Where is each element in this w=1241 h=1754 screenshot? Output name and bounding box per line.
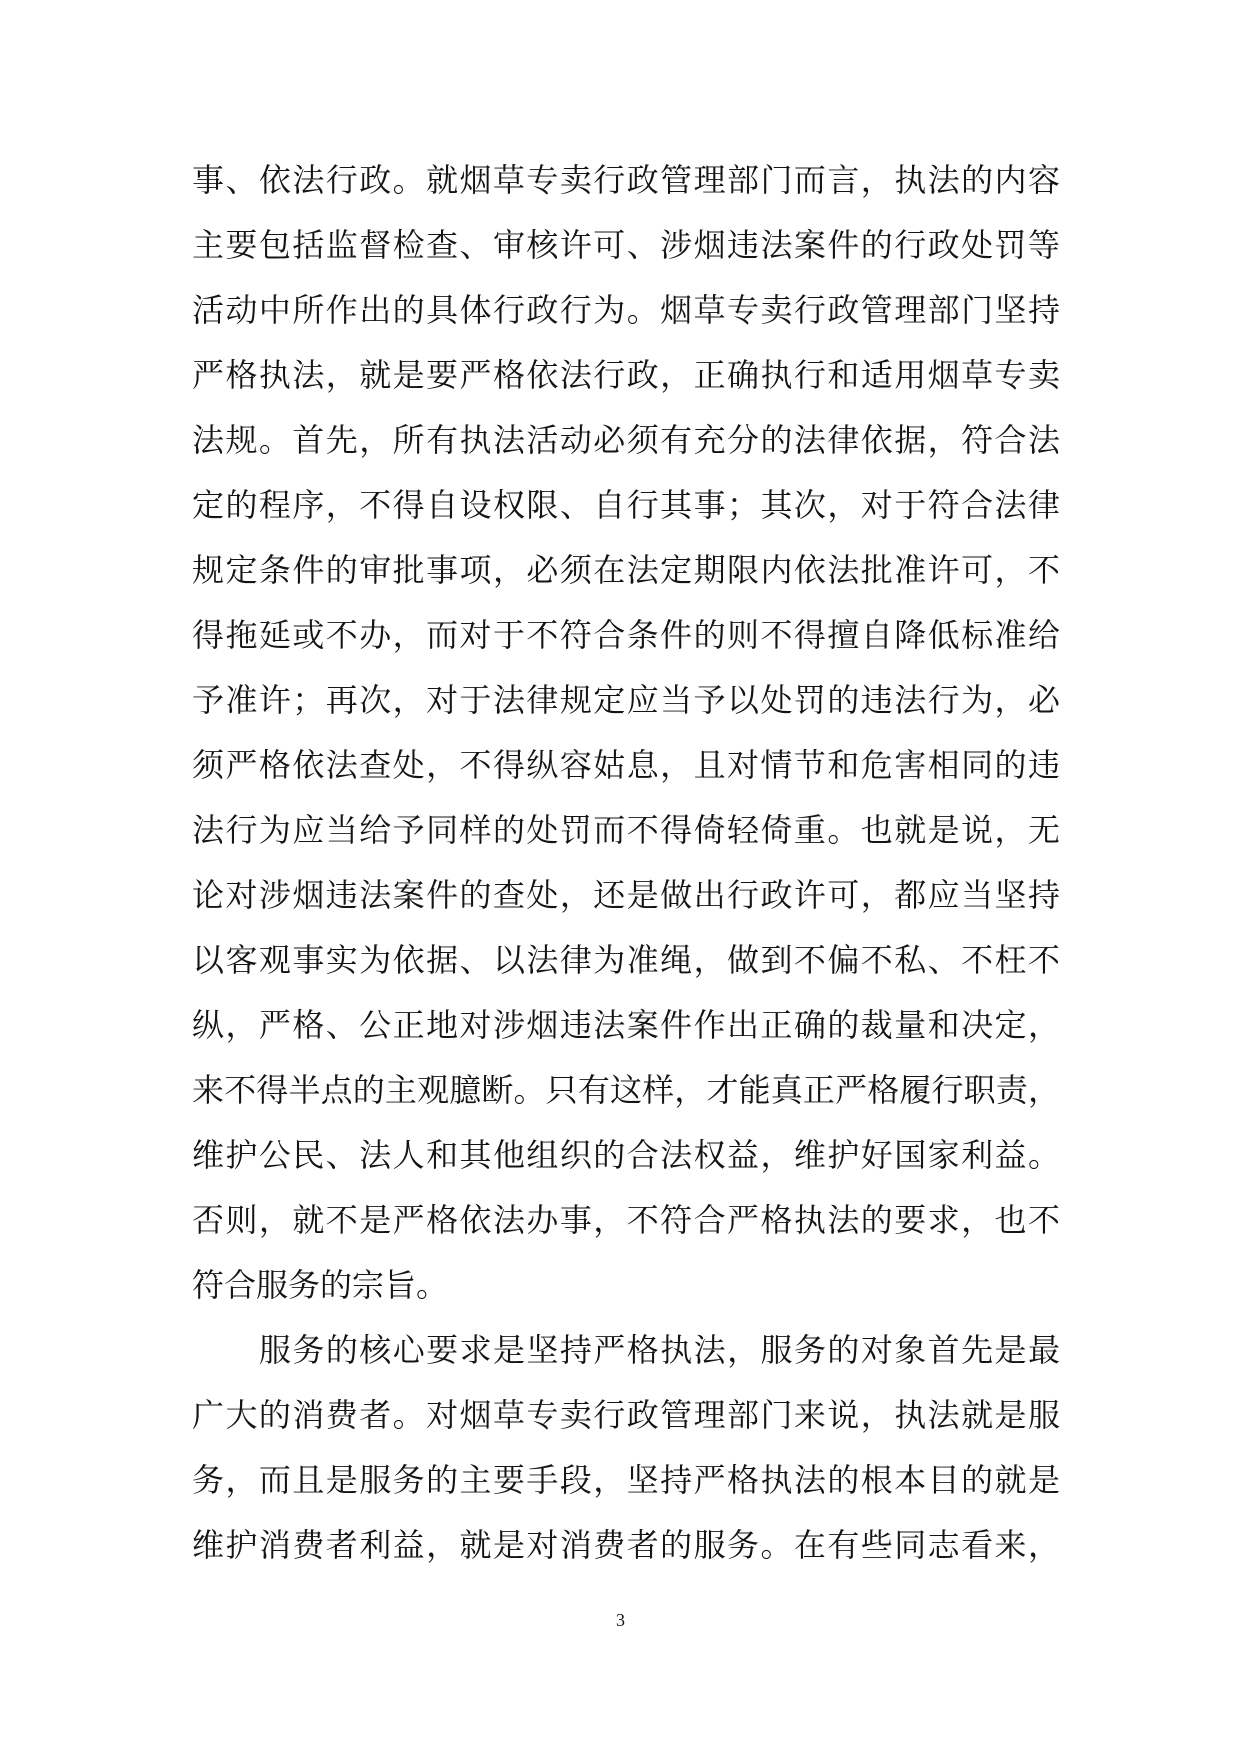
text-line: 论对涉烟违法案件的查处，还是做出行政许可，都应当坚持 bbox=[192, 876, 1060, 914]
text-line: 维护消费者利益，就是对消费者的服务。在有些同志看来， bbox=[192, 1526, 1060, 1564]
text-line: 务，而且是服务的主要手段，坚持严格执法的根本目的就是 bbox=[192, 1461, 1060, 1499]
text-line: 维护公民、法人和其他组织的合法权益，维护好国家利益。 bbox=[192, 1136, 1060, 1174]
paragraph bbox=[192, 148, 1060, 1318]
text-line: 法行为应当给予同样的处罚而不得倚轻倚重。也就是说，无 bbox=[192, 811, 1060, 849]
text-line: 予准许；再次，对于法律规定应当予以处罚的违法行为，必 bbox=[192, 681, 1060, 719]
text-line: 以客观事实为依据、以法律为准绳，做到不偏不私、不枉不 bbox=[192, 941, 1060, 979]
text-line: 服务的核心要求是坚持严格执法，服务的对象首先是最 bbox=[259, 1331, 1060, 1369]
paragraph bbox=[192, 1318, 1060, 1578]
text-line: 主要包括监督检查、审核许可、涉烟违法案件的行政处罚等 bbox=[192, 226, 1060, 264]
page-number: 3 bbox=[616, 1610, 625, 1630]
text-line: 否则，就不是严格依法办事，不符合严格执法的要求，也不 bbox=[192, 1201, 1060, 1239]
text-line: 符合服务的宗旨。 bbox=[192, 1266, 449, 1304]
text-line: 来不得半点的主观臆断。只有这样，才能真正严格履行职责， bbox=[192, 1071, 1060, 1109]
text-line: 活动中所作出的具体行政行为。烟草专卖行政管理部门坚持 bbox=[192, 291, 1060, 329]
text-line: 广大的消费者。对烟草专卖行政管理部门来说，执法就是服 bbox=[192, 1396, 1060, 1434]
text-line: 事、依法行政。就烟草专卖行政管理部门而言，执法的内容 bbox=[192, 161, 1060, 199]
text-line: 得拖延或不办，而对于不符合条件的则不得擅自降低标准给 bbox=[192, 616, 1060, 654]
text-line: 纵，严格、公正地对涉烟违法案件作出正确的裁量和决定， bbox=[192, 1006, 1060, 1044]
text-line: 定的程序，不得自设权限、自行其事；其次，对于符合法律 bbox=[192, 486, 1060, 524]
text-line: 法规。首先，所有执法活动必须有充分的法律依据，符合法 bbox=[192, 421, 1060, 459]
text-line: 须严格依法查处，不得纵容姑息，且对情节和危害相同的违 bbox=[192, 746, 1060, 784]
document-body bbox=[192, 148, 1060, 1578]
text-line: 严格执法，就是要严格依法行政，正确执行和适用烟草专卖 bbox=[192, 356, 1060, 394]
text-line: 规定条件的审批事项，必须在法定期限内依法批准许可，不 bbox=[192, 551, 1060, 589]
